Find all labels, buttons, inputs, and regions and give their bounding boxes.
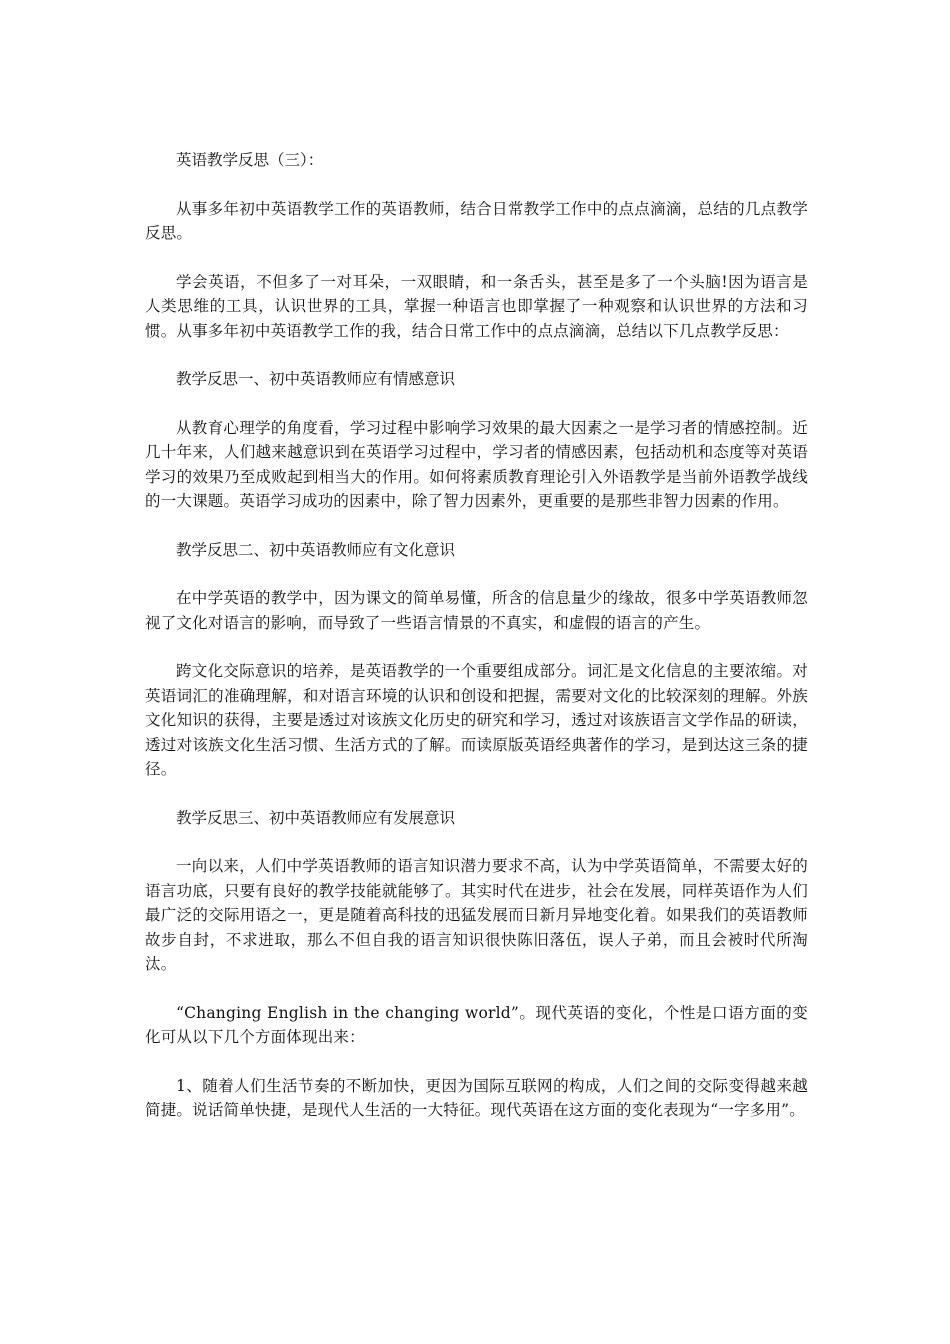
paragraph: 在中学英语的教学中，因为课文的简单易懂，所含的信息量少的缘故，很多中学英语教师忽视了文化对语言的影响，而导致了一些语言情景的不真实，和虚假的语言的产生。 bbox=[145, 589, 808, 632]
section-heading: 教学反思一、初中英语教师应有情感意识 bbox=[176, 370, 456, 388]
paragraph: 一向以来，人们中学英语教师的语言知识潜力要求不高，认为中学英语简单，不需要太好的语言功底，只要有良好的教学技能就能够了。其实时代在进步，社会在发展，同样英语作为人们最广泛的交际用语之一，更是随着高科技的迅猛发展而日新月异地变化着。如果我们的英语教师故步自封，不求进取，那么不但自我的语言知识很快陈旧落伍，误人子弟，而且会被时代所淘汰。 bbox=[145, 857, 808, 973]
paragraph: 跨文化交际意识的培养，是英语教学的一个重要组成部分。词汇是文化信息的主要浓缩。对英语词汇的准确理解，和对语言环境的认识和创设和把握，需要对文化的比较深刻的理解。外族文化知识的获得，主要是透过对该族文化历史的研究和学习，透过对该族语言文学作品的研读，透过对该族文化生活习惯、生活方式的了解。而读原版英语经典著作的学习，是到达这三条的捷径。 bbox=[145, 662, 808, 778]
section-heading: 教学反思三、初中英语教师应有发展意识 bbox=[176, 808, 456, 827]
document-page bbox=[145, 148, 808, 1147]
paragraph: 从事多年初中英语教学工作的英语教师，结合日常教学工作中的点点滴滴，总结的几点教学反思。 bbox=[145, 199, 808, 242]
paragraph: 从教育心理学的角度看，学习过程中影响学习效果的最大因素之一是学习者的情感控制。近几十年来，人们越来越意识到在英语学习过程中，学习者的情感因素，包括动机和态度等对英语学习的效果乃至成败起到相当大的作用。如何将素质教育理论引入外语教学是当前外语教学战线的一大课题。英语学习成功的因素中，除了智力因素外，更重要的是那些非智力因素的作用。 bbox=[145, 418, 808, 510]
document-title: 英语教学反思（三）： bbox=[176, 151, 324, 169]
paragraph: 1、随着人们生活节奏的不断加快，更因为国际互联网的构成，人们之间的交际变得越来越简捷。说话简单快捷，是现代人生活的一大特征。现代英语在这方面的变化表现为“一字多用”。 bbox=[145, 1076, 808, 1119]
paragraph: 学会英语，不但多了一对耳朵，一双眼睛，和一条舌头，甚至是多了一个头脑!因为语言是人类思维的工具，认识世界的工具，掌握一种语言也即掌握了一种观察和认识世界的方法和习惯。从事多年初中英语教学工作的我，结合日常工作中的点点滴滴，总结以下几点教学反思： bbox=[145, 272, 808, 340]
paragraph: “Changing English in the changing world”。现代英语的变化，个性是口语方面的变化可从以下几个方面体现出来： bbox=[145, 1003, 808, 1046]
section-heading: 教学反思二、初中英语教师应有文化意识 bbox=[176, 540, 456, 559]
